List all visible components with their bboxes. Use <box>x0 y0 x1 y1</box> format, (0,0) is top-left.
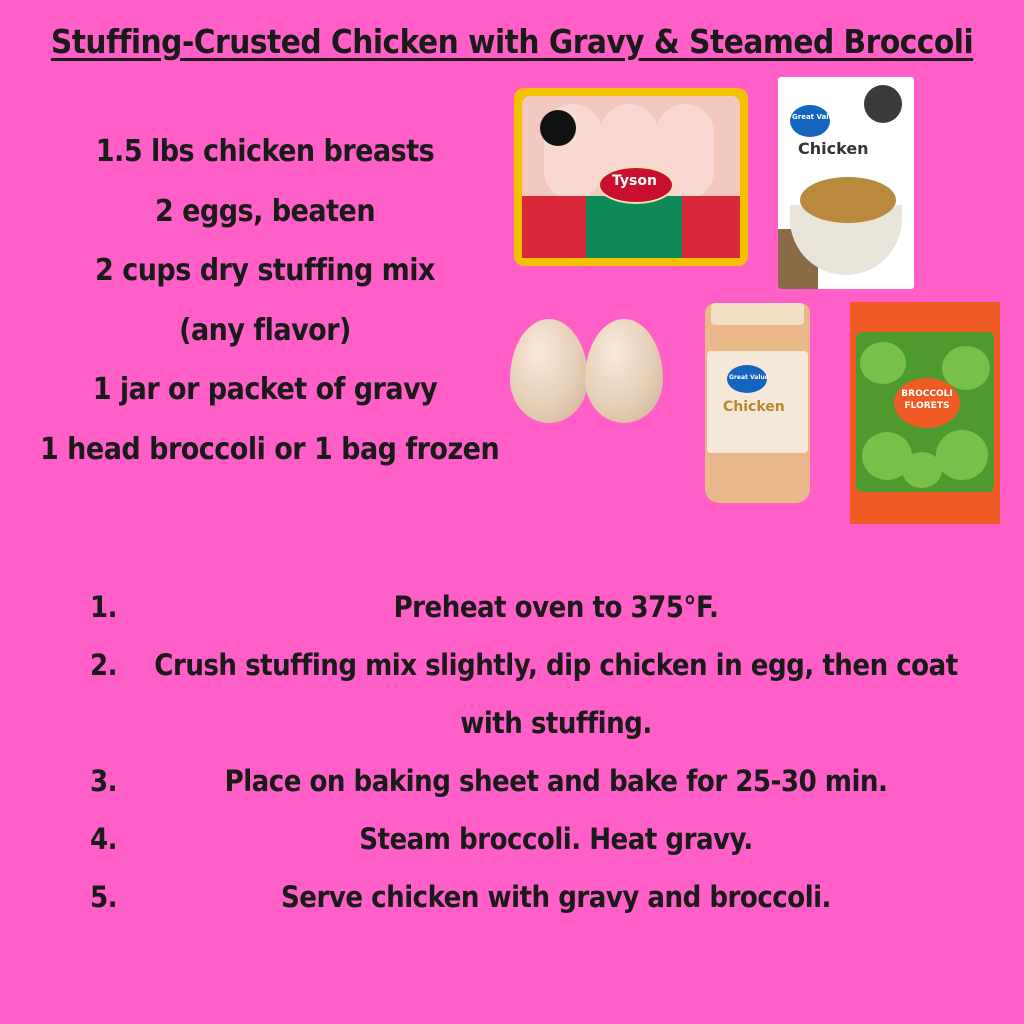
jar-name: Chicken <box>723 399 785 415</box>
instruction-step <box>90 578 980 636</box>
recipe-title: Stuffing-Crusted Chicken with Gravy & Steamed Broccoli <box>50 22 974 61</box>
instruction-step <box>90 810 980 868</box>
ingredient-item: 2 cups dry stuffing mix <box>95 253 435 288</box>
box-brand: Great Value <box>792 113 839 121</box>
step-number: 1. <box>90 590 118 624</box>
ingredient-item: 1.5 lbs chicken breasts <box>95 134 435 169</box>
bag-name: BROCCOLI FLORETS <box>901 389 953 411</box>
ingredient-list <box>40 122 500 479</box>
step-number: 3. <box>90 764 118 798</box>
jar-brand: Great Value <box>729 374 769 381</box>
step-text: Serve chicken with gravy and broccoli. <box>281 880 831 914</box>
ingredient-item: 1 head broccoli or 1 bag frozen <box>40 431 500 467</box>
step-number: 5. <box>90 880 118 914</box>
ingredient-item: 1 jar or packet of gravy <box>92 372 438 407</box>
box-name: Chicken <box>798 139 869 158</box>
egg-icon <box>510 319 588 423</box>
egg-icon <box>585 319 663 423</box>
ingredient-item: (any flavor) <box>179 312 351 348</box>
step-text: Preheat oven to 375°F. <box>393 590 719 624</box>
step-text: Crush stuffing mix slightly, dip chicken in egg, then coat with stuffing. <box>154 648 958 740</box>
instruction-step <box>90 752 980 810</box>
tray-brand: Tyson <box>612 173 657 189</box>
gravy-jar-icon <box>705 303 810 503</box>
instruction-list <box>90 578 980 926</box>
instruction-step <box>90 868 980 926</box>
instruction-step <box>90 636 980 752</box>
step-number: 4. <box>90 822 118 856</box>
stuffing-box-icon <box>778 77 914 289</box>
broccoli-bag-icon <box>850 302 1000 524</box>
step-text: Steam broccoli. Heat gravy. <box>359 822 753 856</box>
chicken-package-icon <box>514 88 748 266</box>
step-number: 2. <box>90 648 118 682</box>
ingredient-item: 2 eggs, beaten <box>154 193 376 229</box>
step-text: Place on baking sheet and bake for 25-30 min. <box>224 764 888 798</box>
